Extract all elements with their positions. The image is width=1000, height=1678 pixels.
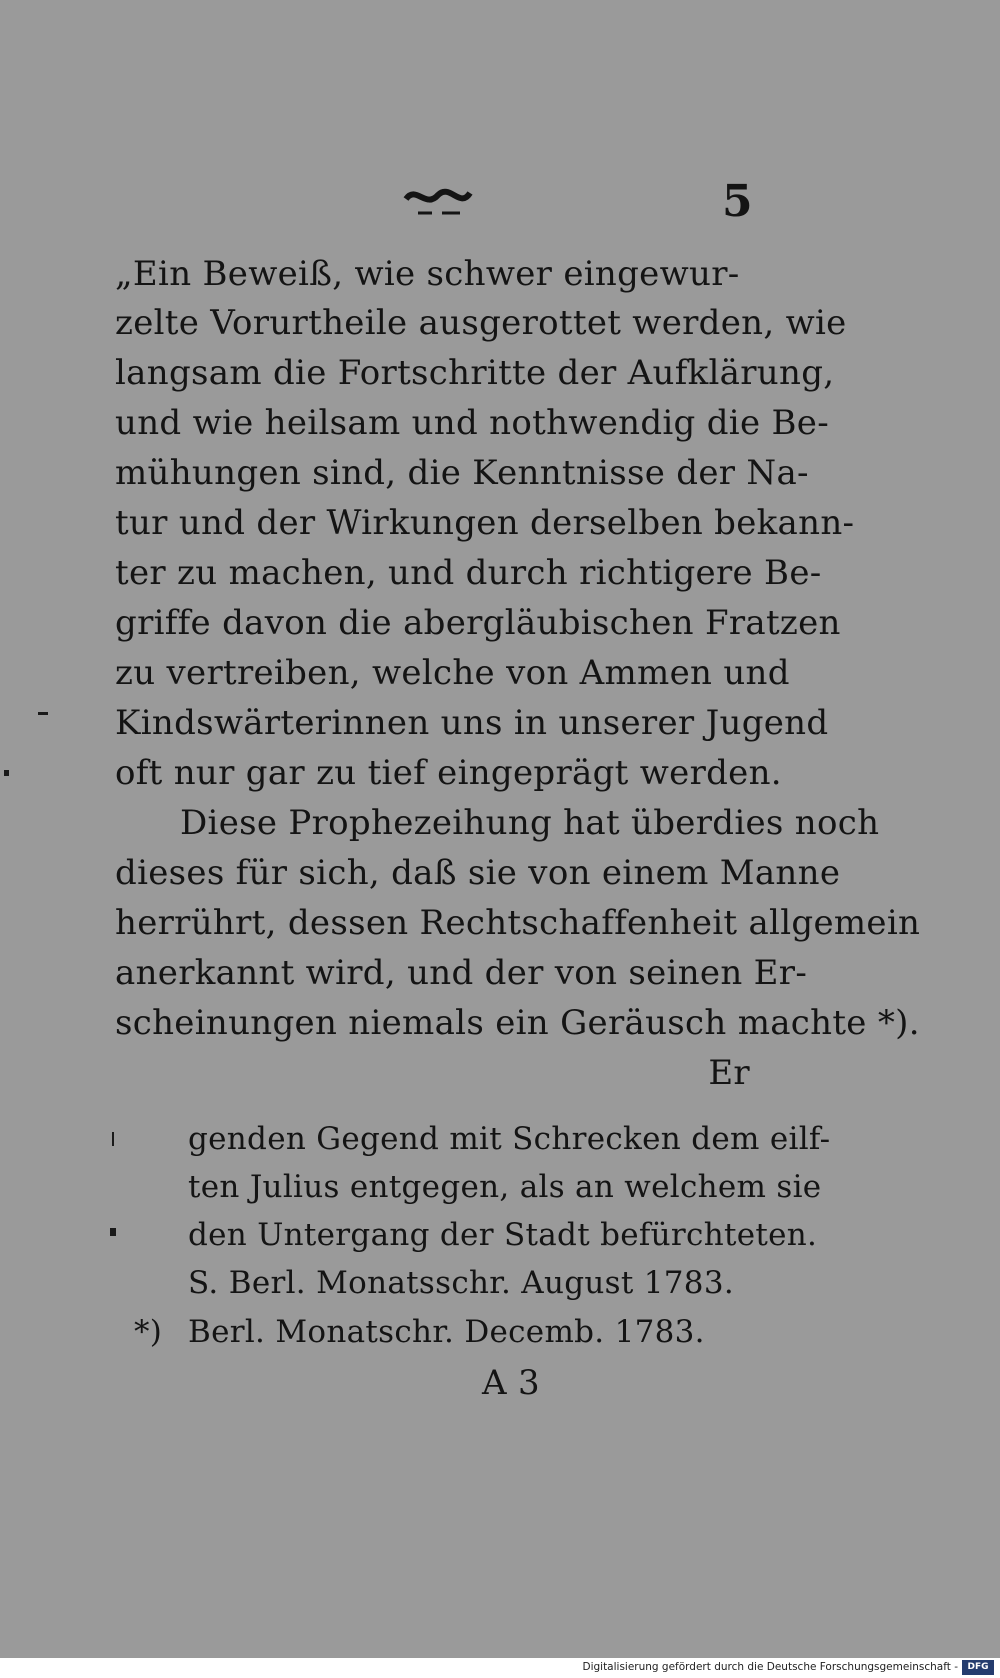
text-line: oft nur gar zu tief eingeprägt werden. bbox=[115, 753, 782, 793]
scan-speck bbox=[38, 712, 48, 715]
text-line: herrührt, dessen Rechtschaffenheit allgemein bbox=[115, 903, 921, 943]
footnote-line: S. Berl. Monatsschr. August 1783. bbox=[188, 1265, 735, 1301]
funding-notice: Digitalisierung gefördert durch die Deutsche Forschungsgemeinschaft - bbox=[582, 1661, 958, 1673]
text-line: langsam die Fortschritte der Aufklärung, bbox=[115, 353, 835, 393]
text-line: Kindswärterinnen uns in unserer Jugend bbox=[115, 703, 829, 743]
catchword: Er bbox=[708, 1053, 750, 1093]
scan-speck bbox=[4, 770, 9, 776]
text-line: tur und der Wirkungen derselben bekann- bbox=[115, 503, 855, 543]
footer-bar bbox=[0, 1658, 1000, 1678]
page-number: 5 bbox=[722, 176, 753, 227]
text-line: griffe davon die abergläubischen Fratzen bbox=[115, 603, 841, 643]
header-ornament-icon bbox=[402, 183, 474, 223]
footnote-marker: *) bbox=[134, 1314, 163, 1350]
text-line: ter zu machen, und durch richtigere Be- bbox=[115, 553, 822, 593]
text-line: mühungen sind, die Kenntnisse der Na- bbox=[115, 453, 809, 493]
footnote-line: den Untergang der Stadt befürchteten. bbox=[188, 1217, 818, 1253]
text-line: dieses für sich, daß sie von einem Manne bbox=[115, 853, 841, 893]
text-line: „Ein Beweiß, wie schwer eingewur- bbox=[115, 254, 740, 294]
scan-speck bbox=[112, 1132, 114, 1146]
footnote-text: Berl. Monatschr. Decemb. 1783. bbox=[188, 1314, 705, 1350]
signature-mark: A 3 bbox=[482, 1363, 540, 1403]
text-line: scheinungen niemals ein Geräusch machte *). bbox=[115, 1003, 920, 1043]
text-line: zu vertreiben, welche von Ammen und bbox=[115, 653, 790, 693]
scan-speck bbox=[110, 1228, 116, 1236]
footnote-line: ten Julius entgegen, als an welchem sie bbox=[188, 1169, 822, 1205]
text-line: anerkannt wird, und der von seinen Er- bbox=[115, 953, 808, 993]
text-line: und wie heilsam und nothwendig die Be- bbox=[115, 403, 829, 443]
paragraph-first-line: Diese Prophezeihung hat überdies noch bbox=[180, 803, 880, 843]
footnote-line: genden Gegend mit Schrecken dem eilf- bbox=[188, 1121, 831, 1157]
dfg-logo-icon: DFG bbox=[962, 1660, 994, 1675]
text-line: zelte Vorurtheile ausgerottet werden, wie bbox=[115, 303, 847, 343]
